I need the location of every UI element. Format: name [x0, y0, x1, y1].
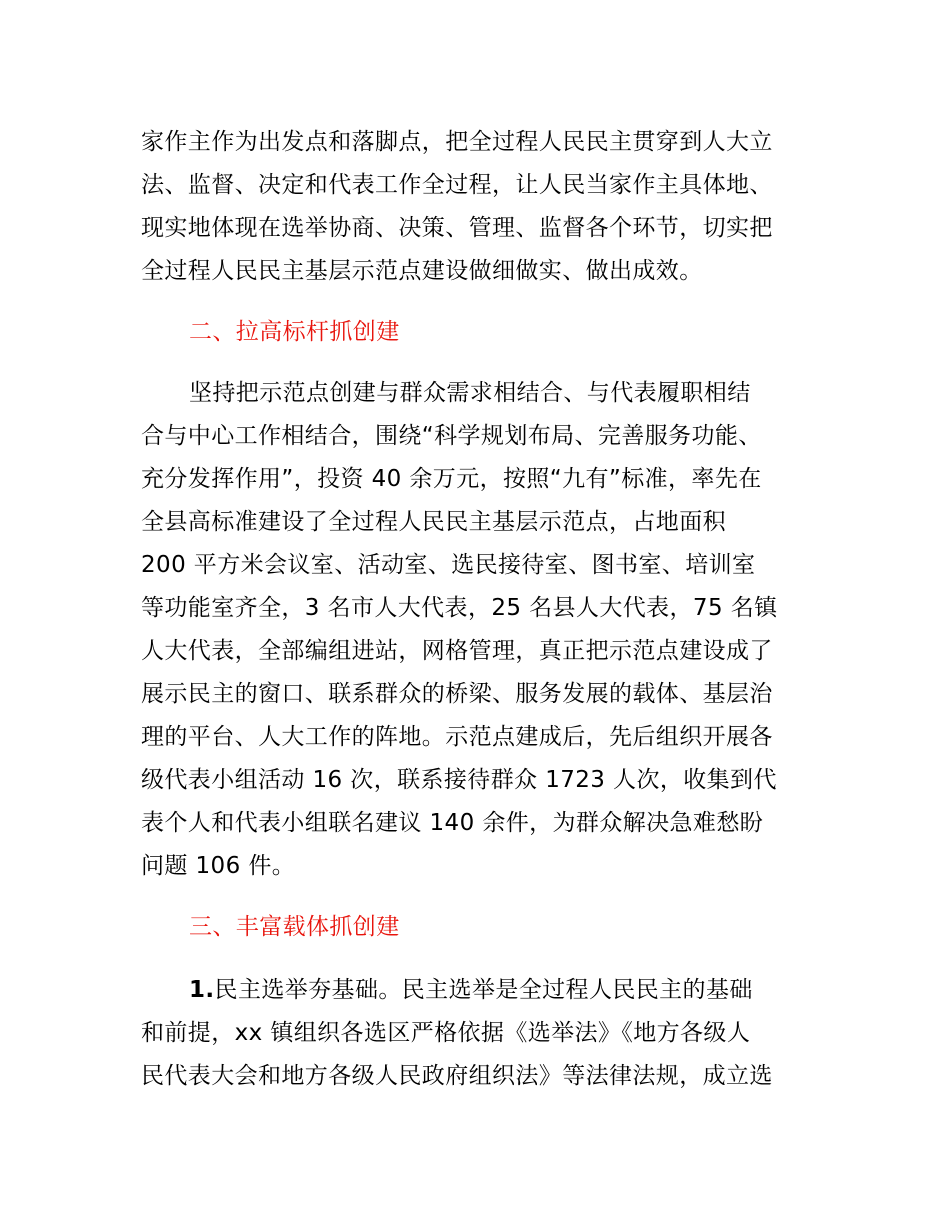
- paragraph-line: 和前提，xx 镇组织各选区严格依据《选举法》《地方各级人: [141, 1020, 751, 1046]
- paragraph-line: 充分发挥作用”，投资 40 余万元，按照“九有”标准，率先在: [141, 466, 762, 492]
- paragraph-line: 合与中心工作相结合，围绕“科学规划布局、完善服务功能、: [141, 423, 762, 449]
- paragraph-line: 问题 106 件。: [141, 853, 296, 879]
- paragraph-line: 全县高标准建设了全过程人民民主基层示范点，占地面积: [141, 509, 726, 535]
- item-number: 1.: [189, 977, 215, 1003]
- paragraph-line: 家作主作为出发点和落脚点，把全过程人民民主贯穿到人大立: [141, 129, 773, 155]
- section-heading-3: 三、丰富载体抓创建: [189, 914, 400, 940]
- paragraph-line: 现实地体现在选举协商、决策、管理、监督各个环节，切实把: [141, 215, 773, 241]
- paragraph-line: 表个人和代表小组联名建议 140 余件，为群众解决急难愁盼: [141, 810, 764, 836]
- paragraph-line: 展示民主的窗口、联系群众的桥梁、服务发展的载体、基层治: [141, 681, 773, 707]
- paragraph-line: 坚持把示范点创建与群众需求相结合、与代表履职相结: [189, 380, 751, 406]
- item-first-line-text: 民主选举夯基础。民主选举是全过程人民民主的基础: [214, 977, 753, 1003]
- paragraph-line: 民代表大会和地方各级人民政府组织法》等法律法规，成立选: [141, 1063, 773, 1089]
- paragraph-line: 全过程人民民主基层示范点建设做细做实、做出成效。: [141, 258, 703, 284]
- paragraph-first-line: [189, 975, 753, 1005]
- paragraph-line: 理的平台、人大工作的阵地。示范点建成后，先后组织开展各: [141, 724, 773, 750]
- paragraph-line: 等功能室齐全，3 名市人大代表，25 名县人大代表，75 名镇: [141, 595, 778, 621]
- paragraph-line: 人大代表，全部编组进站，网格管理，真正把示范点建设成了: [141, 638, 773, 664]
- paragraph-line: 级代表小组活动 16 次，联系接待群众 1723 人次，收集到代: [141, 767, 777, 793]
- paragraph-line: 200 平方米会议室、活动室、选民接待室、图书室、培训室: [141, 552, 756, 578]
- paragraph-line: 法、监督、决定和代表工作全过程，让人民当家作主具体地、: [141, 172, 773, 198]
- section-heading-2: 二、拉高标杆抓创建: [189, 319, 400, 345]
